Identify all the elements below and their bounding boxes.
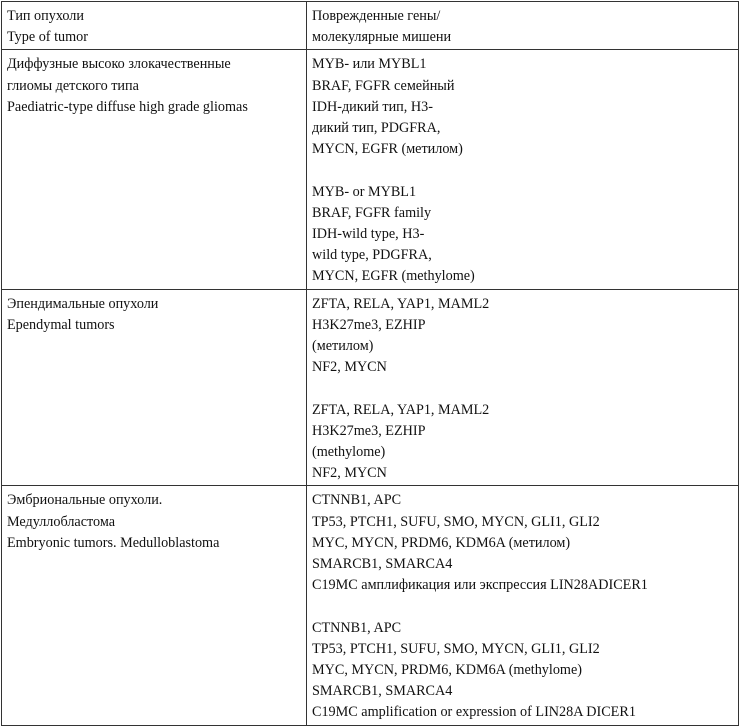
header-text: Поврежденные гены/ (312, 8, 441, 24)
gene-line-en: SMARCB1, SMARCA4 (312, 683, 453, 700)
gene-line-ru: дикий тип, PDGFRA, (312, 120, 441, 137)
gene-line-en: MYC, MYCN, PRDM6, KDM6A (methylome) (312, 662, 582, 679)
gene-line-en: IDH-wild type, H3- (312, 226, 425, 243)
tumor-type-line: Медуллобластома (7, 513, 116, 530)
gene-line-en: CTNNB1, APC (312, 619, 402, 636)
gene-line-en: ZFTA, RELA, YAP1, MAML2 (312, 401, 490, 418)
header-genes (307, 2, 739, 50)
gene-line-ru: TP53, PTCH1, SUFU, SMO, MYCN, GLI1, GLI2 (312, 513, 600, 530)
header-text: Type of tumor (7, 29, 88, 46)
tumor-type-cell (2, 486, 307, 725)
table-row-gliomas (2, 50, 739, 289)
gene-line-ru: BRAF, FGFR семейный (312, 77, 455, 94)
tumor-type-cell (2, 289, 307, 486)
gene-line-en: C19MC amplification or expression of LIN28A DICER1 (312, 704, 636, 721)
spacer (312, 160, 733, 181)
gene-line-ru: ZFTA, RELA, YAP1, MAML2 (312, 295, 490, 312)
gene-line-en: BRAF, FGFR family (312, 204, 432, 221)
table-row-ependymal (2, 289, 739, 486)
gene-line-ru: NF2, MYCN (312, 359, 387, 376)
tumor-genes-table (1, 1, 739, 726)
tumor-type-line: Paediatric-type diffuse high grade gliomas (7, 98, 248, 115)
gene-line-en: H3K27me3, EZHIP (312, 422, 426, 439)
spacer (312, 378, 733, 399)
gene-line-ru: C19MC амплификация или экспрессия LIN28ADICER1 (312, 577, 648, 594)
gene-line-ru: CTNNB1, APC (312, 492, 402, 509)
table-row-embryonic (2, 486, 739, 725)
gene-line-ru: (метилом) (312, 338, 374, 355)
tumor-type-line: Эмбриональные опухоли. (7, 492, 163, 509)
gene-line-en: NF2, MYCN (312, 465, 387, 482)
gene-line-en: MYCN, EGFR (methylome) (312, 268, 475, 285)
gene-line-en: TP53, PTCH1, SUFU, SMO, MYCN, GLI1, GLI2 (312, 640, 600, 657)
tumor-type-line: Embryonic tumors. Medulloblastoma (7, 534, 220, 551)
header-tumor-type (2, 2, 307, 50)
gene-line-en: MYB- or MYBL1 (312, 183, 417, 200)
spacer (312, 596, 733, 617)
gene-line-ru: H3K27me3, EZHIP (312, 316, 426, 333)
genes-cell (307, 289, 739, 486)
gene-line-en: wild type, PDGFRA, (312, 247, 432, 264)
tumor-type-line: Диффузные высоко злокачественные (7, 56, 231, 73)
header-text: молекулярные мишени (312, 29, 452, 46)
gene-line-ru: SMARCB1, SMARCA4 (312, 556, 453, 573)
gene-line-ru: IDH-дикий тип, H3- (312, 98, 433, 115)
genes-cell (307, 486, 739, 725)
header-text: Тип опухоли (7, 8, 84, 24)
gene-line-ru: MYB- или MYBL1 (312, 56, 427, 73)
gene-line-ru: MYCN, EGFR (метилом) (312, 141, 463, 158)
tumor-type-cell (2, 50, 307, 289)
tumor-type-line: Ependymal tumors (7, 316, 115, 333)
table-header-row (2, 2, 739, 50)
tumor-type-line: Эпендимальные опухоли (7, 295, 159, 312)
gene-line-en: (methylome) (312, 444, 386, 461)
genes-cell (307, 50, 739, 289)
gene-line-ru: MYC, MYCN, PRDM6, KDM6A (метилом) (312, 534, 571, 551)
tumor-type-line: глиомы детского типа (7, 77, 139, 94)
